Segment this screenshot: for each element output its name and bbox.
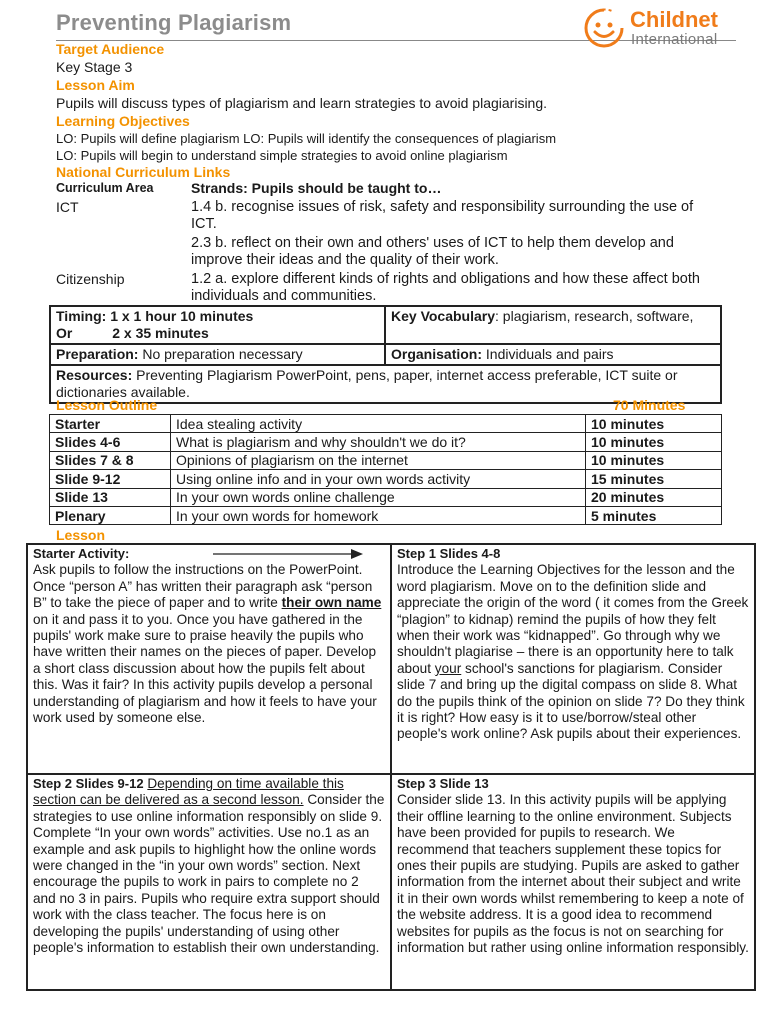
lesson-outline-total: 70 Minutes (613, 397, 686, 413)
right-arrow-icon (213, 549, 363, 559)
outline-activity: Using online info and in your own words activity (171, 470, 586, 488)
learning-objective-line-2: LO: Pupils will begin to understand simple strategies to avoid online plagiarism (56, 148, 508, 163)
outline-time: 15 minutes (586, 470, 722, 488)
table-row (50, 488, 722, 506)
step1-text-emphasis: your (434, 660, 462, 676)
step2-text-emphasis: Depending on time available this section can be delivered as a second lesson. (33, 776, 344, 808)
vocabulary-value: : plagiarism, research, software, (495, 308, 694, 324)
outline-part: Slide 13 (50, 488, 171, 506)
step2-text-b: Consider the strategies to use online information responsibly on slide 9. Complete “In your own words” activities. Use no.1 as an example and ask pupils to highlight how the online words were changed in the “in your own words” section. Next encourage the pupils to work in pairs to complete no 2 and no 3 in pairs. Pupils who require extra support should work with the class teacher. The focus here is on developing the pupils' understanding of using other people's information to establish their own understanding. (33, 792, 385, 956)
lesson-outline-table (49, 414, 722, 525)
lesson-steps-table (26, 543, 756, 991)
step3-text: Consider slide 13. In this activity pupils will be applying their offline learning to the online environment. Subjects have been provided for pupils to research. We recommend that teachers supplement these topics for ones their pupils are studying. Pupils are asked to gather information from the internet about their subject and write it in their own words whilst remembering to keep a note of the website address. It is a good idea to recommend websites for pupils as the focus is not on searching for information but rather using online information responsibly. (397, 792, 749, 956)
step2-title: Step 2 Slides 9-12 (33, 776, 144, 791)
table-row (50, 415, 722, 433)
lesson-heading: Lesson (56, 527, 106, 543)
timing-label: Timing: (56, 308, 107, 324)
step1-text-a: Introduce the Learning Objectives for the lesson and the word plagiarism. Move on to the definition slide and appreciate the origin of the word ( it comes from the Greek “plagion” to kidnap) remind the pupils of how they felt when their work was “kidnapped”. Go through why we shouldn't plagiarise – there is an opportunity here to talk about (397, 562, 749, 676)
table-row (50, 470, 722, 488)
step2-cell (27, 774, 391, 990)
table-row (50, 451, 722, 469)
strand-citizenship: 1.2 a. explore different kinds of rights and obligations and how these affect both individuals and communities. (191, 271, 700, 304)
table-row (50, 506, 722, 524)
resources-value: Preventing Plagiarism PowerPoint, pens, paper, internet access preferable, ICT suite or dictionaries available. (56, 367, 678, 400)
lesson-details-table (49, 305, 722, 404)
preparation-label: Preparation: (56, 346, 139, 362)
organisation-label: Organisation: (391, 346, 483, 362)
timing-or: Or (56, 325, 73, 341)
outline-time: 10 minutes (586, 415, 722, 433)
logo-brand-text: Childnet (630, 7, 718, 32)
outline-part: Plenary (50, 506, 171, 524)
outline-activity: In your own words for homework (171, 506, 586, 524)
strands-header: Strands: Pupils should be taught to… (191, 180, 442, 196)
table-row (50, 433, 722, 451)
curriculum-area-ict: ICT (56, 199, 79, 215)
logo-sub-text: International (631, 31, 718, 48)
lesson-outline-heading: Lesson Outline (56, 397, 158, 413)
smiley-logo-icon (582, 6, 626, 50)
step1-cell (391, 544, 755, 774)
strand-ict-1: 1.4 b. recognise issues of risk, safety and responsibility surrounding the use of ICT. (191, 199, 694, 232)
organisation-value: Individuals and pairs (482, 346, 614, 362)
outline-activity: Opinions of plagiarism on the internet (171, 451, 586, 469)
step3-cell (391, 774, 755, 990)
step1-text-b: school's sanctions for plagiarism. Consider slide 7 and bring up the digital compass on slide 8. What do the pupils think of the opinion on slide 7? Do they think it is right? How easy is it to use/borrow/steal other people's work online? Ask pupils about their experiences. (397, 660, 745, 742)
timing-value: 1 x 1 hour 10 minutes (110, 308, 254, 324)
preparation-value: No preparation necessary (138, 346, 303, 362)
strand-ict-2: 2.3 b. reflect on their own and others' uses of ICT to help them develop and improve their ideas and the quality of their work. (191, 235, 674, 268)
outline-part: Slide 9-12 (50, 470, 171, 488)
organisation-cell (385, 344, 721, 365)
lesson-aim-heading: Lesson Aim (56, 77, 135, 93)
resources-label: Resources: (56, 367, 133, 383)
curriculum-heading: National Curriculum Links (56, 164, 231, 180)
vocabulary-cell (385, 306, 721, 344)
target-audience-value: Key Stage 3 (56, 59, 133, 75)
outline-time: 20 minutes (586, 488, 722, 506)
starter-text-a: Ask pupils to follow the instructions on the PowerPoint. Once “person A” has written their paragraph ask “person B” to take the piece of paper and to write (33, 562, 373, 611)
starter-text-emphasis: their own name (281, 595, 382, 611)
outline-part: Slides 7 & 8 (50, 451, 171, 469)
outline-part: Starter (50, 415, 171, 433)
starter-text-b: on it and pass it to you. Once you have gathered in the pupils' work make sure to praise heavily the pupils who have written their names on the pieces of paper. Develop a short class discussion about how the pupils felt about this. Was it fair? In this activity pupils develop a personal understanding of plagiarism and how it feels to have your work used by someone else. (33, 611, 377, 726)
learning-objective-line-1: LO: Pupils will define plagiarism LO: Pupils will identify the consequences of plagiarism (56, 131, 557, 146)
timing-alt: 2 x 35 minutes (112, 325, 209, 341)
lesson-aim-value: Pupils will discuss types of plagiarism and learn strategies to avoid plagiarising. (56, 95, 548, 111)
childnet-logo (580, 4, 750, 52)
outline-activity: Idea stealing activity (171, 415, 586, 433)
target-audience-heading: Target Audience (56, 41, 165, 57)
outline-time: 10 minutes (586, 451, 722, 469)
starter-activity-title: Starter Activity: (33, 546, 130, 561)
curriculum-area-citizenship: Citizenship (56, 271, 125, 287)
step1-title: Step 1 Slides 4-8 (397, 546, 501, 561)
outline-time: 10 minutes (586, 433, 722, 451)
page-title: Preventing Plagiarism (56, 10, 292, 35)
timing-cell (50, 306, 385, 344)
curriculum-area-header: Curriculum Area (56, 181, 154, 195)
outline-activity: In your own words online challenge (171, 488, 586, 506)
starter-activity-cell (27, 544, 391, 774)
learning-objectives-heading: Learning Objectives (56, 113, 190, 129)
step3-title: Step 3 Slide 13 (397, 776, 489, 791)
preparation-cell (50, 344, 385, 365)
vocabulary-label: Key Vocabulary (391, 308, 496, 324)
outline-part: Slides 4-6 (50, 433, 171, 451)
outline-activity: What is plagiarism and why shouldn't we do it? (171, 433, 586, 451)
outline-time: 5 minutes (586, 506, 722, 524)
